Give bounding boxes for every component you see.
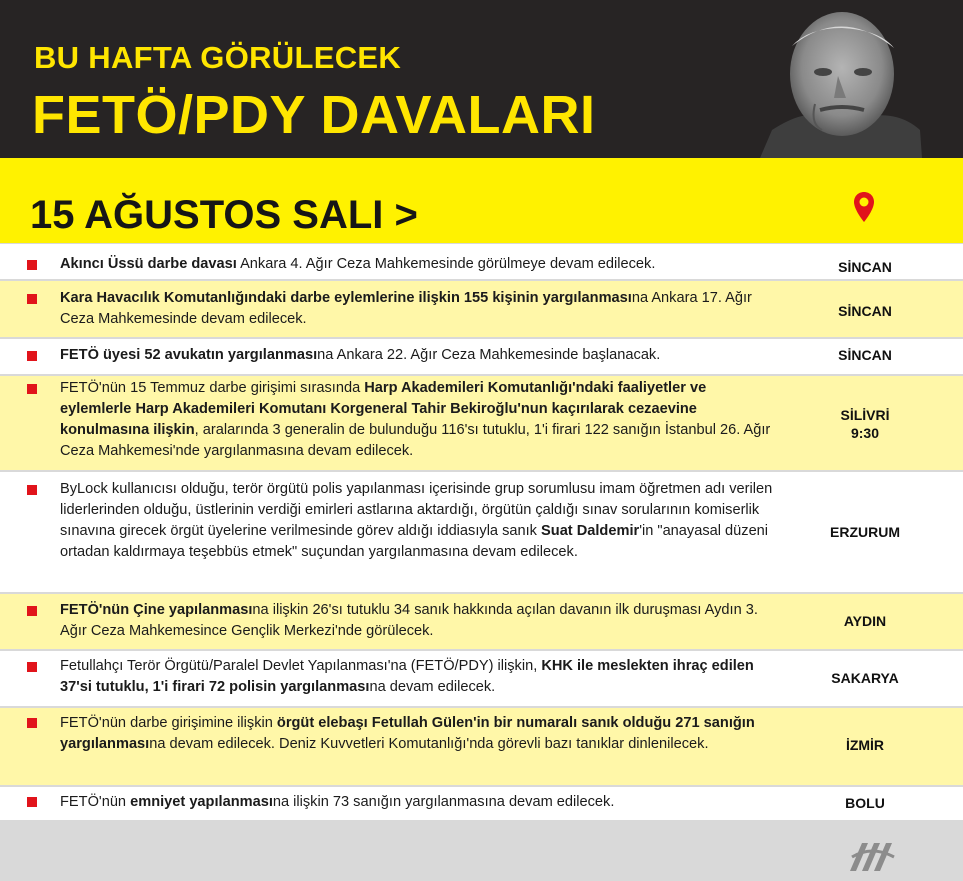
case-text: Fetullahçı Terör Örgütü/Paralel Devlet Yapılanması'na (FETÖ/PDY) ilişkin, (60, 658, 542, 674)
case-highlight: FETÖ üyesi 52 avukatın yargılanması (60, 347, 318, 363)
date-label: 15 AĞUSTOS SALI > (30, 193, 418, 237)
case-description (60, 479, 778, 563)
case-location (795, 523, 935, 541)
case-description (60, 656, 778, 698)
case-highlight: Harp Akademileri Komutanlığı'ndaki faaliyetler ve eylemlerle Harp Akademileri Komutanı Korgeneral Tahir Bekiroğlu'nun kaçırılarak cezaevine konulmasına ilişkin (60, 380, 707, 438)
location-name: İZMİR (845, 737, 885, 753)
case-description (60, 378, 778, 462)
case-description (60, 792, 778, 813)
bullet-square-icon (27, 797, 37, 807)
location-name: ERZURUM (830, 524, 900, 540)
case-text: na Ankara 22. Ağır Ceza Mahkemesinde başlanacak. (317, 347, 661, 363)
hearing-time: 9:30 (850, 425, 880, 441)
case-text: ByLock kullanıcısı olduğu, terör örgütü polis yapılanması içerisinde grup sorumlusu imam öğretmen adı verilen liderlerinden olduğu, üstlerinin verdiği emirleri astlarına aktardığı, örgütün çaldığı sınav sorularının komiserlik sınavına girecek örgüt üyelerine verilmesinde görev aldığı iddiasıyla sanık (60, 481, 773, 539)
case-description (60, 288, 778, 330)
header-title: FETÖ/PDY DAVALARI (32, 85, 596, 145)
case-description (60, 345, 778, 366)
case-text: na devam edilecek. Deniz Kuvvetleri Komutanlığı'nda görevli bazı tanıklar dinlenilecek. (149, 736, 709, 752)
header-kicker: BU HAFTA GÖRÜLECEK (34, 40, 402, 75)
case-highlight: Suat Daldemir (541, 523, 640, 539)
case-location (795, 669, 935, 687)
case-text: na devam edilecek. (369, 679, 496, 695)
bullet-square-icon (27, 351, 37, 361)
location-name: BOLU (845, 795, 885, 811)
aa-logo (848, 837, 896, 873)
bullet-square-icon (27, 606, 37, 616)
location-name: SİNCAN (838, 347, 892, 363)
case-location (795, 794, 935, 812)
case-highlight: örgüt elebaşı Fetullah Gülen'in bir numaralı sanık olduğu 271 sanığın yargılanması (60, 715, 755, 752)
case-description (60, 254, 778, 275)
bullet-square-icon (27, 294, 37, 304)
location-name: SAKARYA (831, 670, 899, 686)
case-text: na ilişkin 26'sı tutuklu 34 sanık hakkında açılan davanın ilk duruşması Aydın 3. Ağır Ceza Mahkemesince Gençlik Merkezi'nde görülecek. (60, 602, 758, 639)
bullet-square-icon (27, 662, 37, 672)
bullet-square-icon (27, 485, 37, 495)
case-text: , aralarında 3 generalin de bulunduğu 116'sı tutuklu, 1'i firari 122 sanığın İstanbul 26. Ağır Ceza Mahkemesi'nde yargılanmasına devam edilecek. (60, 422, 771, 459)
bullet-square-icon (27, 384, 37, 394)
case-location (795, 302, 935, 320)
bullet-square-icon (27, 718, 37, 728)
case-text: 'in "anayasal düzeni ortadan kaldırmaya teşebbüs etmek" suçundan yargılanmasına devam edilecek. (60, 523, 769, 560)
case-location (795, 346, 935, 364)
case-location (795, 612, 935, 630)
case-highlight: KHK ile meslekten ihraç edilen 37'si tutuklu, 1'i firari 72 polisin yargılanması (60, 658, 754, 695)
case-text: FETÖ'nün (60, 794, 131, 810)
case-description (60, 600, 778, 642)
case-description (60, 713, 778, 755)
case-highlight: FETÖ'nün Çine yapılanması (60, 602, 253, 618)
location-name: AYDIN (843, 613, 887, 629)
portrait-photo (760, 12, 922, 158)
bullet-square-icon (27, 260, 37, 270)
case-highlight: Kara Havacılık Komutanlığındaki darbe eylemlerine ilişkin 155 kişinin yargılanması (60, 290, 632, 306)
case-highlight: emniyet yapılanması (130, 794, 273, 810)
location-name: SİNCAN (838, 303, 892, 319)
case-location (795, 258, 935, 276)
location-name: SİNCAN (838, 259, 892, 275)
location-name: SİLİVRİ (840, 407, 890, 423)
case-location (795, 736, 935, 754)
case-text: Ankara 4. Ağır Ceza Mahkemesinde görülmeye devam edilecek. (236, 256, 656, 272)
map-pin-icon (853, 191, 875, 223)
case-text: FETÖ'nün 15 Temmuz darbe girişimi sırasında (60, 380, 365, 396)
case-text: na ilişkin 73 sanığın yargılanmasına devam edilecek. (272, 794, 615, 810)
case-text: na Ankara 17. Ağır Ceza Mahkemesinde devam edilecek. (60, 290, 752, 327)
case-location (795, 406, 935, 442)
case-highlight: Akıncı Üssü darbe davası (60, 256, 237, 272)
case-text: FETÖ'nün darbe girişimine ilişkin (60, 715, 277, 731)
